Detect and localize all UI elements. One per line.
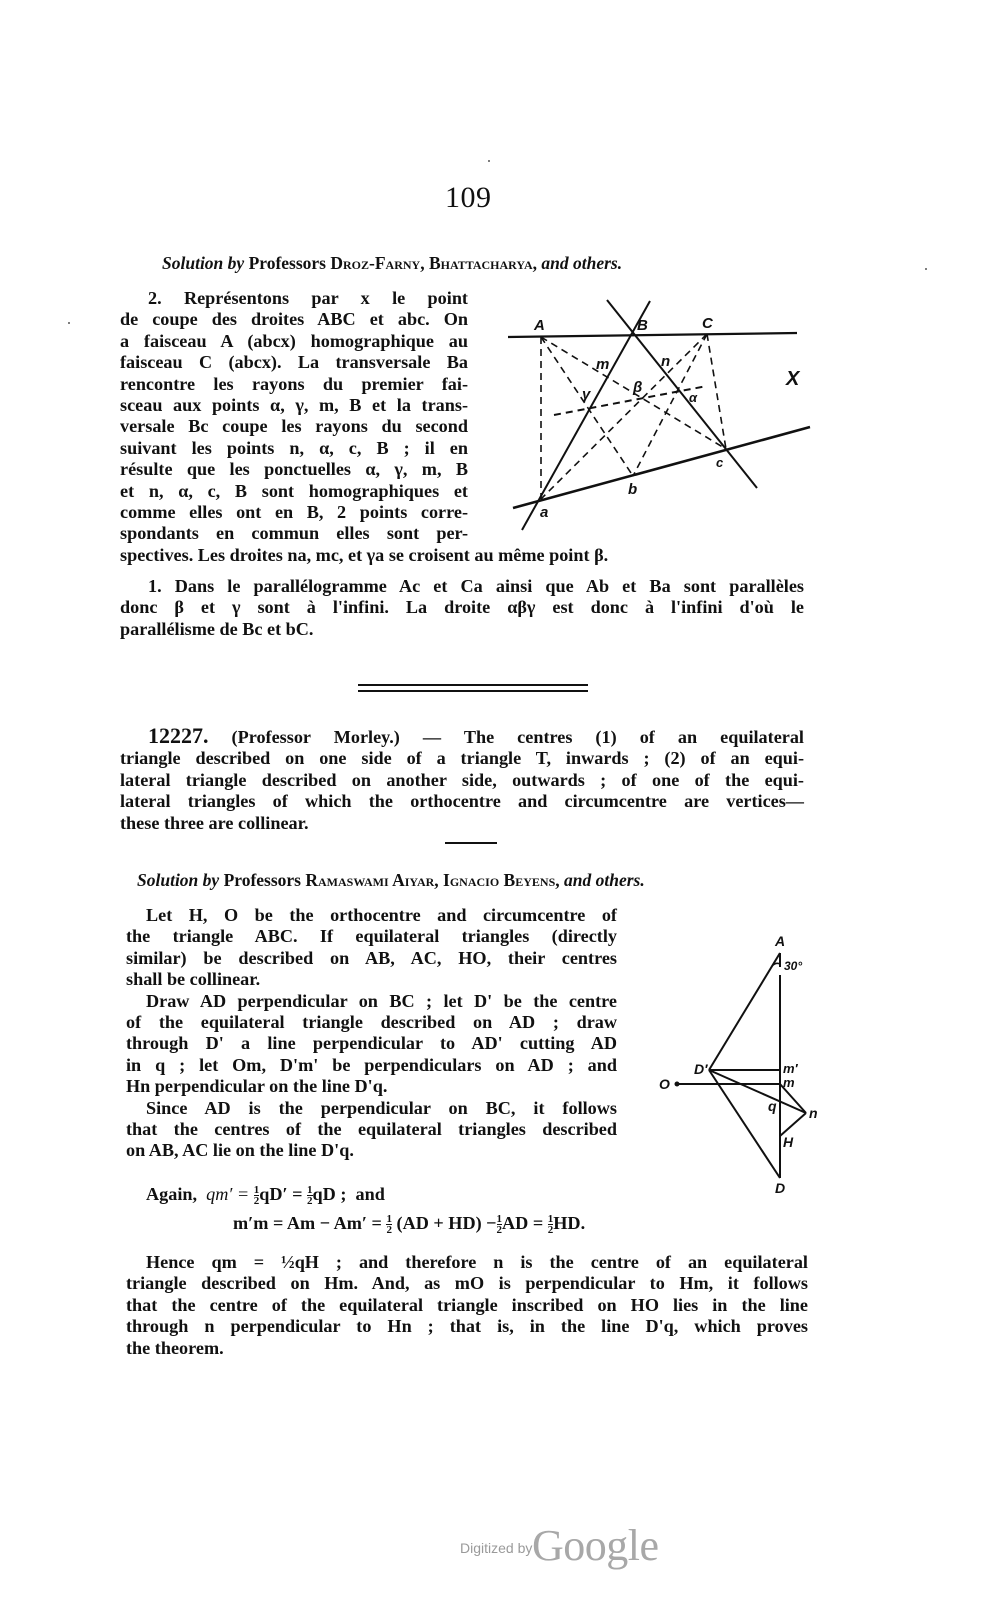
solution-suffix: and others. (564, 870, 645, 890)
conclusion (126, 1252, 808, 1359)
label-c: c (716, 455, 724, 470)
paragraph-2-last-line: spectives. Les droites na, mc, et γa se croisent au même point β. (120, 545, 609, 565)
label-m: m (596, 356, 610, 373)
text-line: sceau aux points α, γ, m, B et la trans- (120, 395, 468, 416)
text-line: that the centre of the equilateral triangle inscribed on HO lies in the line (126, 1294, 808, 1315)
question-line: lateral triangle described on another side, outwards ; of one of the equi- (120, 769, 804, 790)
text-line: suivant les points n, α, c, B ; il en (120, 437, 468, 458)
text-line: résulte que les ponctuelles α, γ, m, B (120, 459, 468, 480)
eq-lead: Again, (146, 1184, 198, 1204)
dashed-Ca (541, 334, 707, 499)
label-a: a (540, 504, 549, 521)
dashed-Cc (707, 334, 726, 449)
frac-num: 1 (253, 1184, 260, 1197)
text-line: through n perpendicular to Hn ; that is, in the line D'q, which proves (126, 1316, 808, 1337)
frac-num: 1 (496, 1213, 503, 1226)
text-line: on AB, AC lie on the line D'q. (126, 1140, 354, 1161)
text-line: triangle described on Hm. And, as mO is perpendicular to Hm, it follows (126, 1273, 808, 1294)
text-line: the theorem. (126, 1337, 224, 1358)
frac-den: 2 (386, 1224, 392, 1237)
label-O: O (659, 1076, 670, 1092)
question-line: these three are collinear. (120, 812, 309, 833)
label-n: n (661, 353, 671, 370)
text-line: Hn perpendicular on the line D'q. (126, 1076, 388, 1097)
scan-speck (488, 160, 490, 162)
label-A: A (775, 933, 786, 949)
label-X: X (786, 368, 800, 390)
label-B: B (637, 317, 648, 334)
frac-den: 2 (496, 1224, 503, 1237)
question-number: 12227. (148, 723, 209, 748)
solution-prefix: Solution by (162, 253, 245, 273)
digitized-by-text: Digitized by (460, 1540, 533, 1556)
scan-speck (68, 322, 70, 324)
text-line: in q ; let Om, D'm' be perpendiculars on AD ; and (126, 1054, 617, 1075)
label-alpha: α (689, 390, 698, 405)
frac-den: 2 (253, 1195, 260, 1208)
text-line: donc β et γ sont à l'infini. La droite αβγ est donc à l'infini d'où le (120, 597, 804, 618)
solution-suffix: and others. (541, 253, 623, 273)
frac-den: 2 (547, 1224, 554, 1237)
paragraph-2 (120, 288, 468, 545)
section-divider-double-bottom (358, 690, 588, 692)
label-A: A (534, 317, 545, 334)
figure-homography (490, 285, 820, 535)
eq-lhs: qm′ = (206, 1184, 250, 1204)
eq2-part4: HD. (553, 1213, 586, 1233)
eq-tail: qD ; (312, 1184, 347, 1204)
line-AD-prime (709, 953, 780, 1070)
text-line: de coupe des droites ABC et abc. On (120, 309, 468, 330)
figure-orthocentre (640, 910, 830, 1196)
text-line: faisceau C (abcx). La transversale Ba (120, 352, 468, 373)
text-line: Hence qm = ½qH ; and therefore n is the centre of an equilateral (146, 1252, 808, 1272)
label-angle: 30° (784, 959, 803, 973)
question-text: (Professor Morley.) — The centres (1) of an equilateral (231, 727, 804, 747)
line-Bc (607, 300, 757, 488)
label-n: n (809, 1105, 818, 1121)
text-line: spondants en commun elles sont per- (120, 523, 468, 544)
eq2-part1: m′m = Am − Am′ = (233, 1213, 382, 1233)
text-line: 1. Dans le parallélogramme Ac et Ca ainsi que Ab et Ba sont parallèles (148, 576, 804, 596)
solution-header-1 (162, 253, 622, 274)
equation-1 (146, 1184, 385, 1206)
short-divider (445, 842, 497, 844)
solution-prefix: Solution by (137, 870, 220, 890)
eq2-part3: AD = (502, 1213, 544, 1233)
line-ABC (508, 333, 797, 337)
label-m: m (783, 1075, 795, 1090)
question-12227 (120, 725, 804, 834)
question-line (120, 725, 804, 748)
label-beta: β (633, 379, 643, 396)
scan-speck (925, 268, 927, 270)
text-line: rencontre les rayons du premier fai- (120, 373, 468, 394)
equation-2 (233, 1213, 585, 1235)
fraction-half (386, 1214, 392, 1235)
label-C: C (702, 315, 713, 332)
line-H-n (780, 1113, 806, 1136)
eq-mid: qD′ = (259, 1184, 303, 1204)
section-divider-double-top (358, 684, 588, 686)
label-D-prime: D′ (694, 1061, 708, 1077)
text-line: parallélisme de Bc et bC. (120, 618, 314, 639)
eq2-part2: (AD + HD) − (396, 1213, 497, 1233)
eq-and: and (355, 1184, 385, 1204)
text-line: of the equilateral triangle described on AD ; draw (126, 1012, 617, 1033)
professors-word: Professors (223, 870, 301, 890)
label-H: H (783, 1134, 794, 1150)
question-line: lateral triangles of which the orthocentre and circumcentre are vertices— (120, 791, 804, 812)
text-line: through D' a line perpendicular to AD' cutting AD (126, 1033, 617, 1054)
professor-names: Droz-Farny, Bhattacharya, (330, 253, 538, 273)
label-q: q (768, 1098, 777, 1114)
text-line: that the centres of the equilateral triangles described (126, 1119, 617, 1140)
solution-body (126, 905, 617, 1162)
text-line: Draw AD perpendicular on BC ; let D' be the centre (146, 990, 617, 1011)
text-line: versale Bc coupe les rayons du second (120, 416, 468, 437)
solution-header-2 (137, 870, 645, 891)
label-D: D (775, 1180, 786, 1196)
frac-num: 1 (307, 1184, 313, 1197)
label-b: b (628, 481, 638, 498)
google-watermark-logo: Google (532, 1521, 659, 1570)
point-O (675, 1082, 680, 1087)
question-line: triangle described on one side of a triangle T, inwards ; (2) of an equi- (120, 748, 804, 769)
text-line: the triangle ABC. If equilateral triangles (directly (126, 926, 617, 947)
professor-names: Ramaswami Aiyar, Ignacio Beyens, (305, 870, 560, 890)
text-line: 2. Représentons par x le point (148, 288, 468, 308)
label-m-prime: m′ (783, 1061, 798, 1076)
text-line: Since AD is the perpendicular on BC, it follows (146, 1097, 617, 1118)
frac-den: 2 (307, 1195, 313, 1208)
frac-num: 1 (386, 1213, 392, 1226)
page-number: 109 (445, 181, 492, 214)
text-line: Let H, O be the orthocentre and circumcentre of (146, 905, 617, 925)
text-line: et n, α, c, B sont homographiques et (120, 480, 468, 501)
text-line: comme elles ont en B, 2 points corre- (120, 502, 468, 523)
label-gamma: γ (582, 386, 591, 403)
text-line: shall be collinear. (126, 969, 261, 990)
text-line: similar) be described on AB, AC, HO, their centres (126, 947, 617, 968)
text-line: a faisceau A (abcx) homographique au (120, 330, 468, 351)
frac-num: 1 (547, 1213, 554, 1226)
professors-word: Professors (248, 253, 326, 273)
paragraph-1 (120, 576, 804, 640)
